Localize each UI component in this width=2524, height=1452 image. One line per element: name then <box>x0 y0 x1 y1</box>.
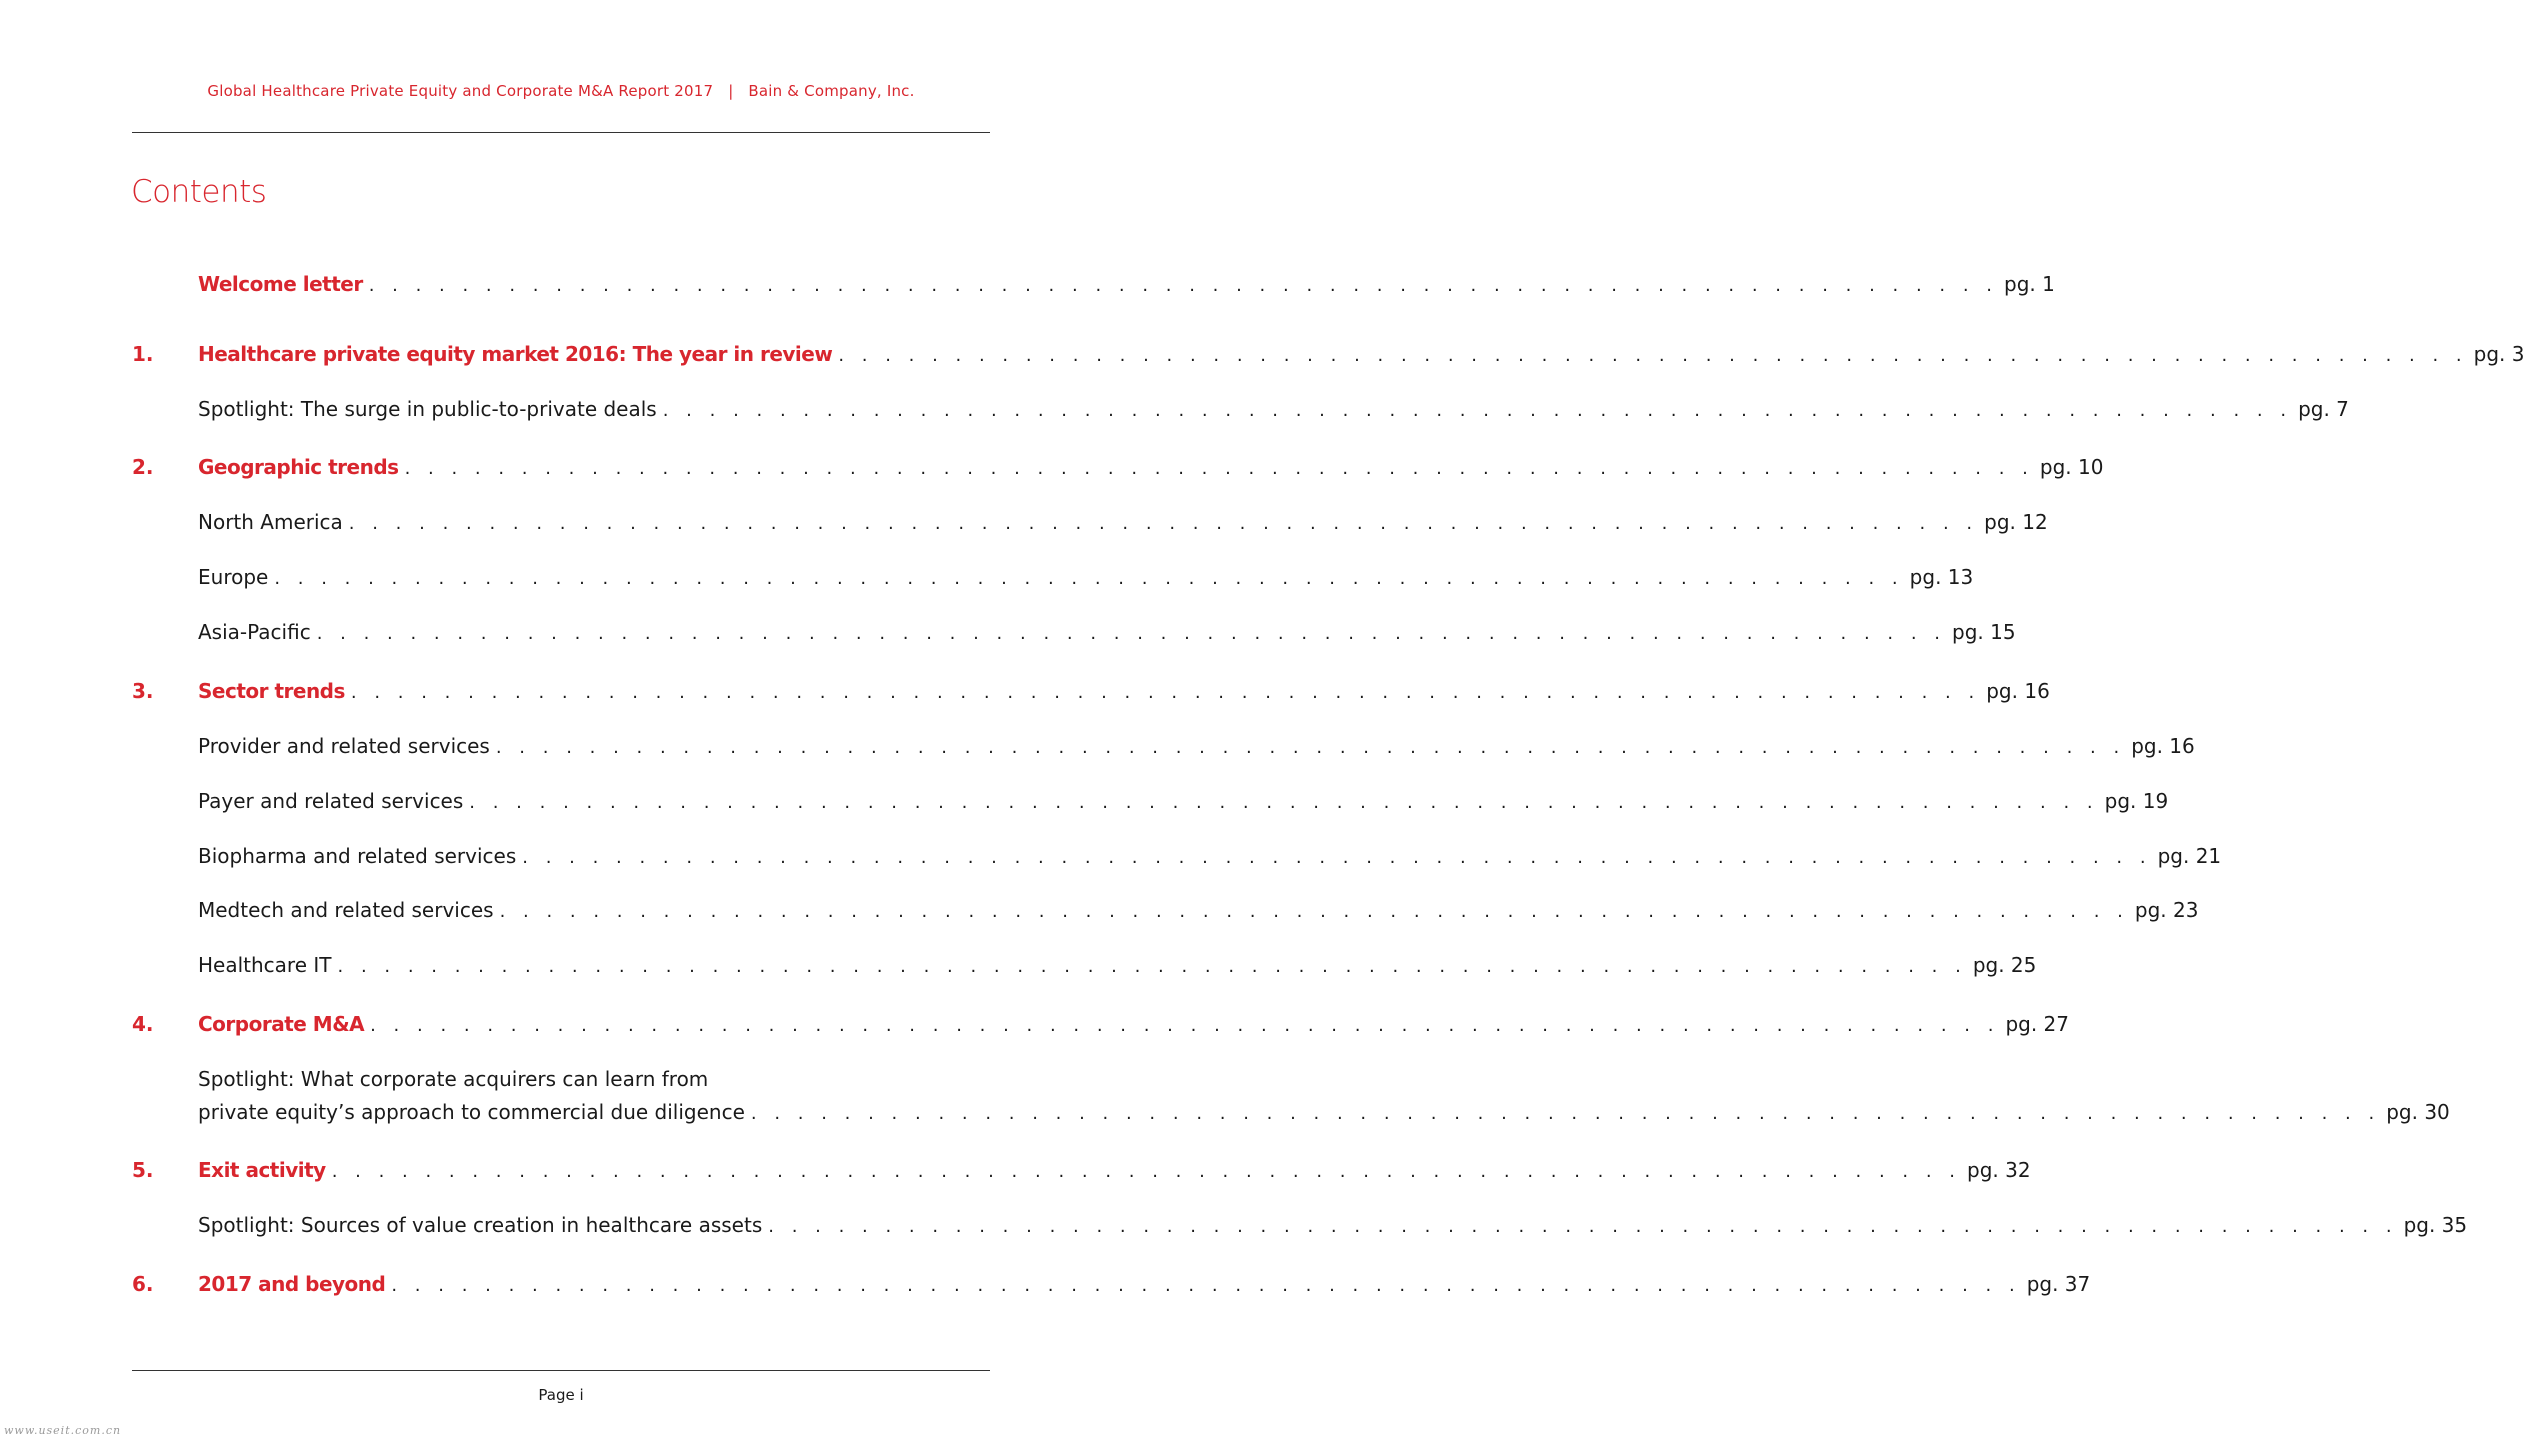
toc-leader-dots: . . . . . . . . . . . . . . . . . . . . . . . . . . . . . . . . . . . . . . . . . . . . . . . . . . . . . . . . . . . . . . . . . . . . . . <box>838 345 2468 366</box>
toc-leader-dots: . . . . . . . . . . . . . . . . . . . . . . . . . . . . . . . . . . . . . . . . . . . . . . . . . . . . . . . . . . . . . . . . . . . . . . <box>337 956 1967 977</box>
toc-label[interactable]: Geographic trends <box>198 455 399 479</box>
toc-leader-dots: . . . . . . . . . . . . . . . . . . . . . . . . . . . . . . . . . . . . . . . . . . . . . . . . . . . . . . . . . . . . . . . . . . . . . . <box>316 623 1947 644</box>
toc-leader-dots: . . . . . . . . . . . . . . . . . . . . . . . . . . . . . . . . . . . . . . . . . . . . . . . . . . . . . . . . . . . . . . . . . . . . . . <box>662 400 2293 421</box>
toc-label[interactable]: Healthcare IT <box>198 953 332 977</box>
toc-label[interactable]: 2017 and beyond <box>198 1272 386 1296</box>
toc-leader-dots: . . . . . . . . . . . . . . . . . . . . . . . . . . . . . . . . . . . . . . . . . . . . . . . . . . . . . . . . . . . . . . . . . . . . . . <box>750 1103 2381 1124</box>
toc-label[interactable]: Provider and related services <box>198 734 490 758</box>
toc-page-number: pg. 23 <box>2134 898 2199 922</box>
toc-page-number: pg. 12 <box>1984 510 2048 534</box>
company-name: Bain & Company, Inc. <box>748 82 915 100</box>
toc-page-number: pg. 27 <box>2005 1012 2069 1036</box>
toc-leader-dots: . . . . . . . . . . . . . . . . . . . . . . . . . . . . . . . . . . . . . . . . . . . . . . . . . . . . . . . . . . . . . . . . . . . . . . <box>499 901 2129 922</box>
toc-page-number: pg. 37 <box>2026 1272 2091 1296</box>
toc-leader-dots: . . . . . . . . . . . . . . . . . . . . . . . . . . . . . . . . . . . . . . . . . . . . . . . . . . . . . . . . . . . . . . . . . . . . . . <box>495 737 2126 758</box>
toc-page-number: pg. 32 <box>1967 1158 2031 1182</box>
toc-page-number: pg. 16 <box>2131 734 2195 758</box>
toc-leader-dots: . . . . . . . . . . . . . . . . . . . . . . . . . . . . . . . . . . . . . . . . . . . . . . . . . . . . . . . . . . . . . . . . . . . . . . <box>348 513 1979 534</box>
report-title: Global Healthcare Private Equity and Corporate M&A Report 2017 <box>207 82 714 100</box>
toc-label[interactable]: Welcome letter <box>198 272 363 296</box>
page-number: Page i <box>538 1386 584 1404</box>
toc-number: 5. <box>132 1158 154 1182</box>
toc-page-number: pg. 25 <box>1972 953 2037 977</box>
header-divider <box>132 132 990 133</box>
toc-leader-dots: . . . . . . . . . . . . . . . . . . . . . . . . . . . . . . . . . . . . . . . . . . . . . . . . . . . . . . . . . . . . . . . . . . . . . . <box>274 568 1904 589</box>
toc-page-number: pg. 35 <box>2403 1213 2468 1237</box>
toc-page-number: pg. 30 <box>2386 1100 2450 1124</box>
toc-number: 2. <box>132 455 154 479</box>
toc-label[interactable]: Corporate M&A <box>198 1012 365 1036</box>
toc-number: 1. <box>132 342 154 366</box>
toc-number: 4. <box>132 1012 154 1036</box>
toc-label[interactable]: private equity’s approach to commercial due diligence <box>198 1100 745 1124</box>
toc-label[interactable]: Payer and related services <box>198 789 464 813</box>
toc-page-number: pg. 10 <box>2039 455 2104 479</box>
toc-label[interactable]: Spotlight: Sources of value creation in healthcare assets <box>198 1213 763 1237</box>
toc-label[interactable]: Spotlight: The surge in public-to-private deals <box>198 397 657 421</box>
running-header <box>0 82 1122 100</box>
page-title: Contents <box>131 174 267 210</box>
toc-number: 3. <box>132 679 154 703</box>
toc-leader-dots: . . . . . . . . . . . . . . . . . . . . . . . . . . . . . . . . . . . . . . . . . . . . . . . . . . . . . . . . . . . . . . . . . . . . . . <box>350 682 1981 703</box>
toc-page-number: pg. 16 <box>1986 679 2050 703</box>
toc-page-number: pg. 15 <box>1952 620 2016 644</box>
toc-label-line-1[interactable]: Spotlight: What corporate acquirers can learn from <box>198 1067 709 1091</box>
toc-leader-dots: . . . . . . . . . . . . . . . . . . . . . . . . . . . . . . . . . . . . . . . . . . . . . . . . . . . . . . . . . . . . . . . . . . . . . . <box>391 1275 2021 1296</box>
header-separator: | <box>728 82 734 100</box>
toc-label[interactable]: Exit activity <box>198 1158 326 1182</box>
toc-leader-dots: . . . . . . . . . . . . . . . . . . . . . . . . . . . . . . . . . . . . . . . . . . . . . . . . . . . . . . . . . . . . . . . . . . . . . . <box>469 792 2099 813</box>
toc-leader-dots: . . . . . . . . . . . . . . . . . . . . . . . . . . . . . . . . . . . . . . . . . . . . . . . . . . . . . . . . . . . . . . . . . . . . . . <box>331 1161 1962 1182</box>
toc-label[interactable]: Healthcare private equity market 2016: The year in review <box>198 342 833 366</box>
toc-label[interactable]: Biopharma and related services <box>198 844 517 868</box>
toc-page-number: pg. 13 <box>1909 565 1974 589</box>
toc-page-number: pg. 7 <box>2298 397 2349 421</box>
toc-label[interactable]: Sector trends <box>198 679 345 703</box>
watermark: www.useit.com.cn <box>4 1424 122 1437</box>
toc-page-number: pg. 19 <box>2104 789 2169 813</box>
toc-label[interactable]: Europe <box>198 565 269 589</box>
toc-label[interactable]: Asia-Pacific <box>198 620 311 644</box>
toc-leader-dots: . . . . . . . . . . . . . . . . . . . . . . . . . . . . . . . . . . . . . . . . . . . . . . . . . . . . . . . . . . . . . . . . . . . . . . <box>368 275 1999 296</box>
toc-leader-dots: . . . . . . . . . . . . . . . . . . . . . . . . . . . . . . . . . . . . . . . . . . . . . . . . . . . . . . . . . . . . . . . . . . . . . . <box>404 458 2034 479</box>
toc-leader-dots: . . . . . . . . . . . . . . . . . . . . . . . . . . . . . . . . . . . . . . . . . . . . . . . . . . . . . . . . . . . . . . . . . . . . . . <box>768 1216 2398 1237</box>
footer-divider <box>132 1370 990 1371</box>
toc-number: 6. <box>132 1272 154 1296</box>
toc-page-number: pg. 21 <box>2157 844 2222 868</box>
toc-leader-dots: . . . . . . . . . . . . . . . . . . . . . . . . . . . . . . . . . . . . . . . . . . . . . . . . . . . . . . . . . . . . . . . . . . . . . . <box>522 847 2152 868</box>
toc-label[interactable]: North America <box>198 510 343 534</box>
toc-page-number: pg. 1 <box>2004 272 2055 296</box>
toc-page-number: pg. 3 <box>2473 342 2524 366</box>
toc-label[interactable]: Medtech and related services <box>198 898 494 922</box>
toc-leader-dots: . . . . . . . . . . . . . . . . . . . . . . . . . . . . . . . . . . . . . . . . . . . . . . . . . . . . . . . . . . . . . . . . . . . . . . <box>370 1015 2000 1036</box>
